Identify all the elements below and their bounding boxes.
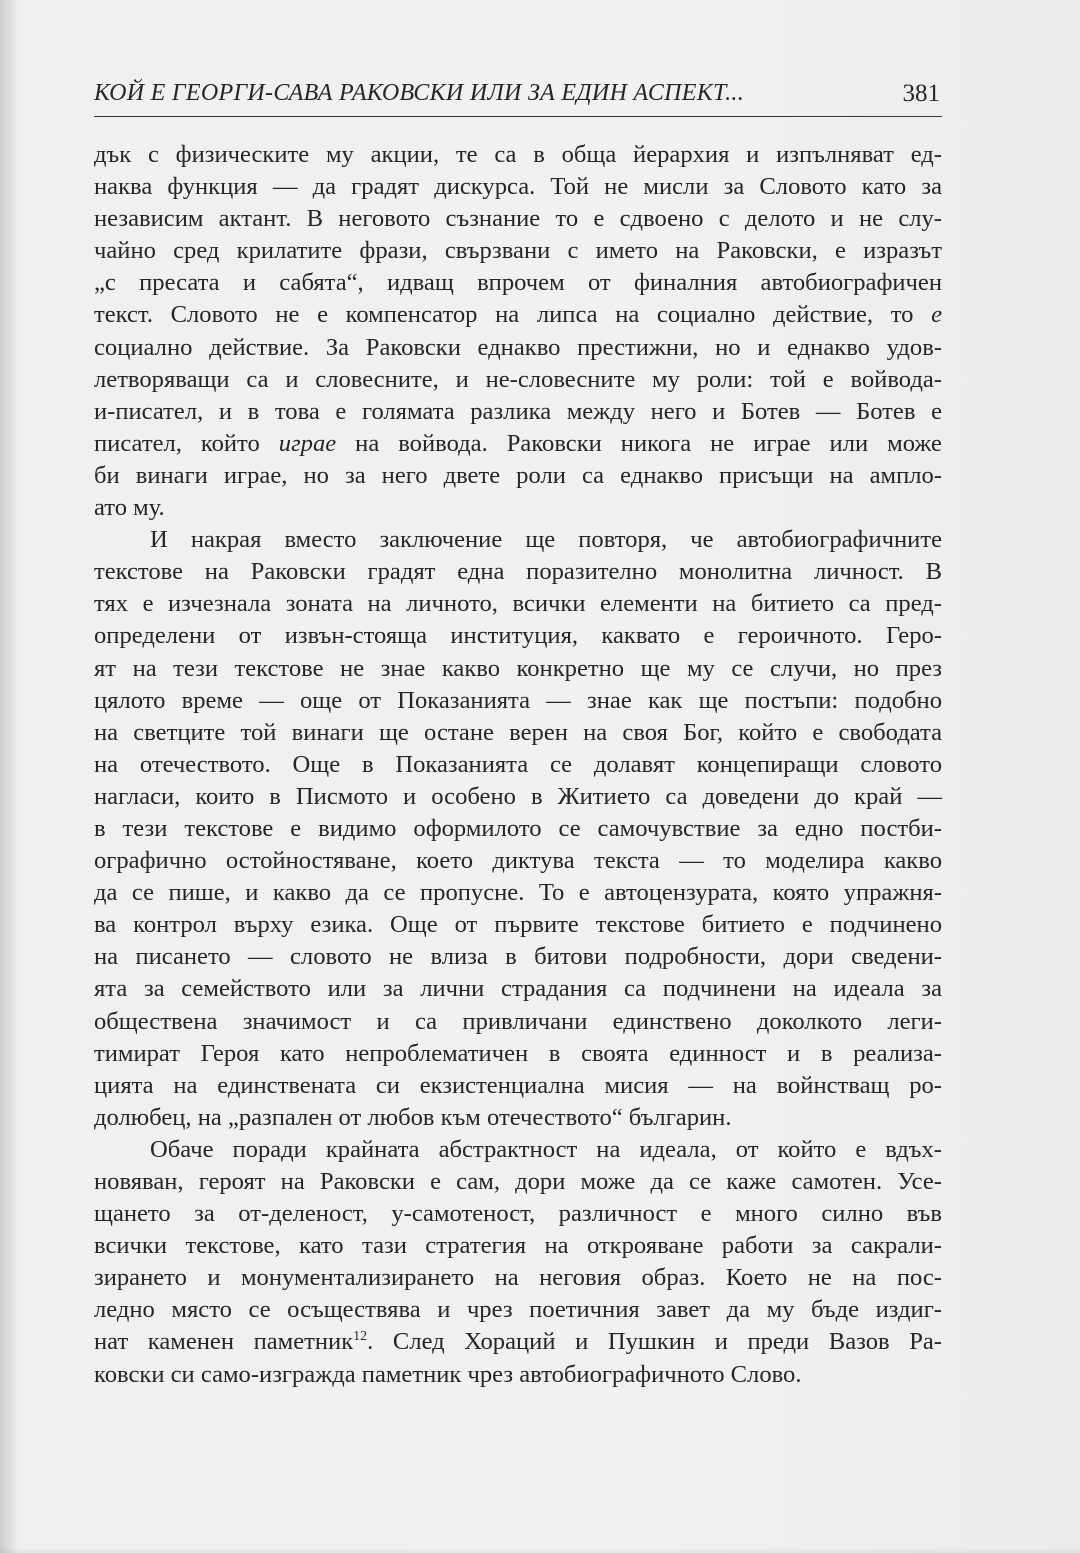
text-line: ва контрол върху езика. Още от първите текстове битието е подчинено: [94, 911, 942, 939]
text-line: цялото време — още от Показанията — знае как ще постъпи: подобно: [94, 686, 942, 714]
footnote-reference[interactable]: 12: [353, 1329, 368, 1345]
text-line: тях е изчезнала зоната на личното, всички елементи на битието са пред-: [94, 590, 942, 618]
text-line: новяван, героят на Раковски е сам, дори може да се каже самотен. Усе-: [94, 1168, 942, 1195]
text-line: ледно място се осъществява и чрез поетичния завет да му бъде издиг-: [94, 1296, 942, 1324]
text-line: тимират Героя като непроблематичен в своята единност и в реализа-: [94, 1039, 942, 1067]
text-line-paragraph-end: долюбец, на „разпален от любов към отечеството“ българин.: [94, 1103, 732, 1131]
paragraph-first-line: И накрая вместо заключение ще повторя, че автобиографичните: [150, 526, 942, 554]
text-line: независим актант. В неговото съзнание то е сдвоено с делото и не слу-: [94, 205, 942, 233]
body-text: [94, 139, 942, 1391]
text-line: в тези текстове е видимо оформилото се самочувствие за едно постби-: [94, 814, 942, 842]
text-line: би винаги играе, но за него двете роли са еднакво присъщи на ампло-: [94, 461, 942, 489]
text-line: на писането — словото не влиза в битови подробности, дори сведени-: [94, 943, 942, 971]
text-line: [94, 299, 942, 331]
text-line: на светците той винаги ще остане верен на своя Бог, който е свободата: [94, 718, 942, 746]
running-title: КОЙ Е ГЕОРГИ-САВА РАКОВСКИ ИЛИ ЗА ЕДИН АСПЕКТ...: [94, 80, 745, 106]
text-line: дък с физическите му акции, те са в обща йерархия и изпълняват ед-: [94, 141, 942, 168]
text-line: ята за семейството или за лични страдания са подчинени на идеала за: [94, 975, 942, 1003]
text-line: обществена значимост и са привличани единствено доколкото леги-: [94, 1007, 942, 1035]
text-line: да се пише, и какво да се пропусне. То е автоцензурата, която упражня-: [94, 879, 942, 907]
text-line-start: нат каменен паметник: [94, 1328, 354, 1356]
text-line: чайно сред крилатите фрази, свързвани с името на Раковски, е изразът: [94, 237, 942, 265]
text-line: наква функция — да градят дискурса. Той не мисли за Словото като за: [94, 173, 942, 201]
text-line: на отечеството. Още в Показанията се долавят концепиращи словото: [94, 750, 942, 778]
text-line: и-писател, и в това е голямата разлика между него и Ботев — Ботев е: [94, 397, 942, 425]
italic-word: е: [931, 301, 942, 329]
text-line-end: на войвода. Раковски никога не играе или може: [336, 429, 942, 457]
text-line: [94, 428, 942, 460]
text-line: текстове на Раковски градят една поразително монолитна личност. В: [94, 558, 942, 586]
text-line: щането за от-деленост, у-самотеност, различност е много силно във: [94, 1200, 942, 1228]
text-line: [94, 1326, 942, 1358]
text-line-start: писател, който: [94, 429, 279, 457]
text-line: ят на тези текстове не знае какво конкретно ще му се случи, но през: [94, 654, 942, 682]
text-line: „с пресата и сабята“, идващ впрочем от финалния автобиографичен: [94, 269, 942, 297]
spine-shadow: [0, 0, 18, 1553]
page-number: 381: [902, 80, 940, 107]
text-line: летворяващи са и словесните, и не-словесните му роли: той е войвода-: [94, 365, 942, 393]
text-line: зирането и монументализирането на неговия образ. Което не на пос-: [94, 1264, 942, 1292]
text-line-end: . След Хораций и Пушкин и преди Вазов Ра-: [367, 1328, 942, 1356]
text-line: нагласи, които в Писмото и особено в Житието са доведени до край —: [94, 782, 942, 810]
text-line-start: текст. Словото не е компенсатор на липса на социално действие, то: [94, 301, 932, 329]
running-head: [94, 74, 942, 117]
text-line-paragraph-end: ковски си само-изгражда паметник чрез автобиографичното Слово.: [94, 1360, 802, 1388]
page-bottom-edge: [0, 1547, 1080, 1553]
text-line: всички текстове, като тази стратегия на открояване работи за сакрали-: [94, 1232, 942, 1260]
text-line-paragraph-end: ато му.: [94, 494, 165, 522]
text-line: ографично остойностяване, което диктува текста — то моделира какво: [94, 847, 942, 875]
italic-word: играе: [278, 429, 337, 457]
text-line: социално действие. За Раковски еднакво престижни, но и еднакво удов-: [94, 333, 942, 361]
text-line: определени от извън-стояща институция, каквато е героичното. Геро-: [94, 622, 942, 650]
paragraph-first-line: Обаче поради крайната абстрактност на идеала, от който е вдъх-: [150, 1135, 942, 1163]
text-line: цията на единствената си екзистенциална мисия — на войнстващ ро-: [94, 1071, 942, 1099]
